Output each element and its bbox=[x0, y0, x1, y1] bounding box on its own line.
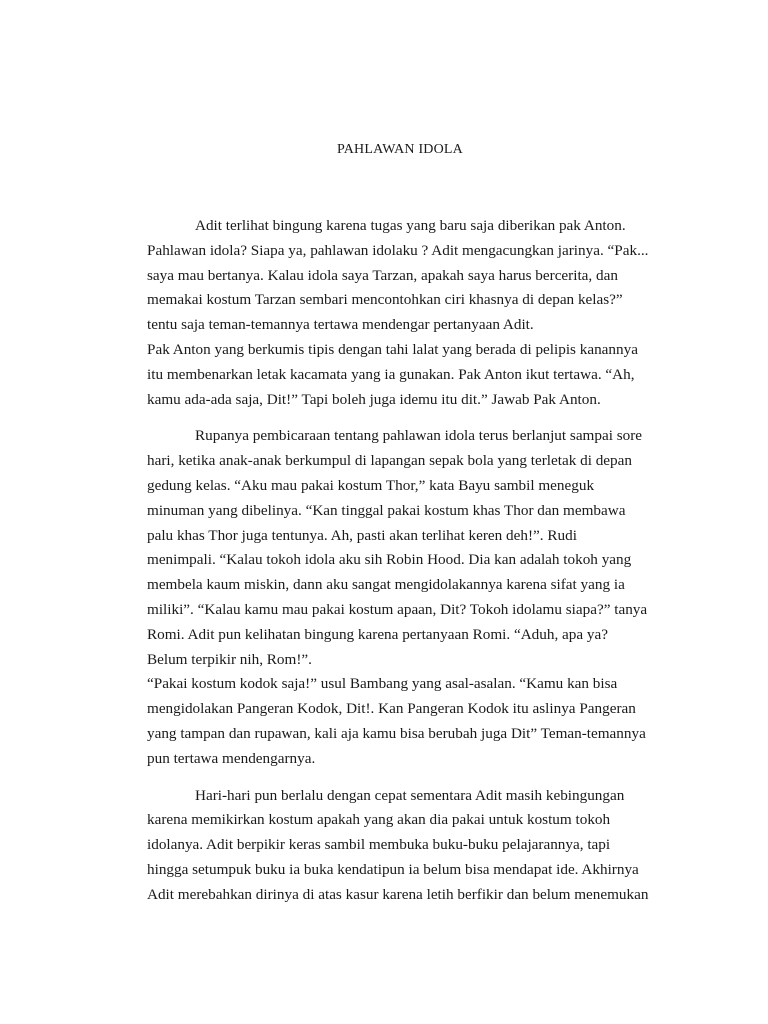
text-line: palu khas Thor juga tentunya. Ah, pasti akan terlihat keren deh!”. Rudi bbox=[147, 526, 577, 544]
text-line: “Pakai kostum kodok saja!” usul Bambang yang asal-asalan. “Kamu kan bisa bbox=[147, 675, 618, 693]
page-title: PAHLAWAN IDOLA bbox=[337, 142, 463, 157]
text-line: menimpali. “Kalau tokoh idola aku sih Robin Hood. Dia kan adalah tokoh yang bbox=[147, 551, 632, 569]
text-line: kamu ada-ada saja, Dit!” Tapi boleh juga idemu itu dit.” Jawab Pak Anton. bbox=[147, 390, 601, 408]
text-line: itu membenarkan letak kacamata yang ia gunakan. Pak Anton ikut tertawa. “Ah, bbox=[147, 365, 635, 383]
text-line: gedung kelas. “Aku mau pakai kostum Thor,” kata Bayu sambil meneguk bbox=[147, 476, 595, 494]
text-line: Hari-hari pun berlalu dengan cepat sementara Adit masih kebingungan bbox=[195, 786, 625, 804]
text-line: yang tampan dan rupawan, kali aja kamu bisa berubah juga Dit” Teman-temannya bbox=[147, 724, 646, 742]
text-line: membela kaum miskin, dann aku sangat mengidolakannya karena sifat yang ia bbox=[147, 576, 625, 594]
text-line: Rupanya pembicaraan tentang pahlawan idola terus berlanjut sampai sore bbox=[195, 427, 643, 445]
text-line: tentu saja teman-temannya tertawa mendengar pertanyaan Adit. bbox=[147, 316, 534, 334]
paragraph-2 bbox=[147, 424, 667, 771]
text-line: Adit merebahkan dirinya di atas kasur karena letih berfikir dan belum menemukan bbox=[147, 885, 649, 903]
paragraph-3 bbox=[147, 784, 667, 908]
paragraph-1 bbox=[147, 214, 667, 412]
text-line: saya mau bertanya. Kalau idola saya Tarzan, apakah saya harus bercerita, dan bbox=[147, 266, 618, 284]
text-line: Adit terlihat bingung karena tugas yang baru saja diberikan pak Anton. bbox=[195, 217, 626, 234]
document-body bbox=[147, 214, 667, 908]
text-line: Romi. Adit pun kelihatan bingung karena pertanyaan Romi. “Aduh, apa ya? bbox=[147, 625, 608, 643]
text-line: idolanya. Adit berpikir keras sambil membuka buku-buku pelajarannya, tapi bbox=[147, 836, 611, 854]
text-line: hingga setumpuk buku ia buka kendatipun ia belum bisa mendapat ide. Akhirnya bbox=[147, 860, 639, 878]
text-line: minuman yang dibelinya. “Kan tinggal pakai kostum khas Thor dan membawa bbox=[147, 501, 626, 519]
text-line: memakai kostum Tarzan sembari mencontohkan ciri khasnya di depan kelas?” bbox=[147, 291, 623, 309]
text-line: Pak Anton yang berkumis tipis dengan tahi lalat yang berada di pelipis kanannya bbox=[147, 340, 638, 358]
text-line: Pahlawan idola? Siapa ya, pahlawan idolaku ? Adit mengacungkan jarinya. “Pak... bbox=[147, 241, 649, 259]
text-line: mengidolakan Pangeran Kodok, Dit!. Kan Pangeran Kodok itu aslinya Pangeran bbox=[147, 700, 636, 718]
text-line: hari, ketika anak-anak berkumpul di lapangan sepak bola yang terletak di depan bbox=[147, 452, 632, 470]
text-line: miliki”. “Kalau kamu mau pakai kostum apaan, Dit? Tokoh idolamu siapa?” tanya bbox=[147, 600, 648, 618]
text-line: pun tertawa mendengarnya. bbox=[147, 749, 316, 767]
text-line: karena memikirkan kostum apakah yang akan dia pakai untuk kostum tokoh bbox=[147, 811, 611, 829]
text-line: Belum terpikir nih, Rom!”. bbox=[147, 650, 312, 668]
